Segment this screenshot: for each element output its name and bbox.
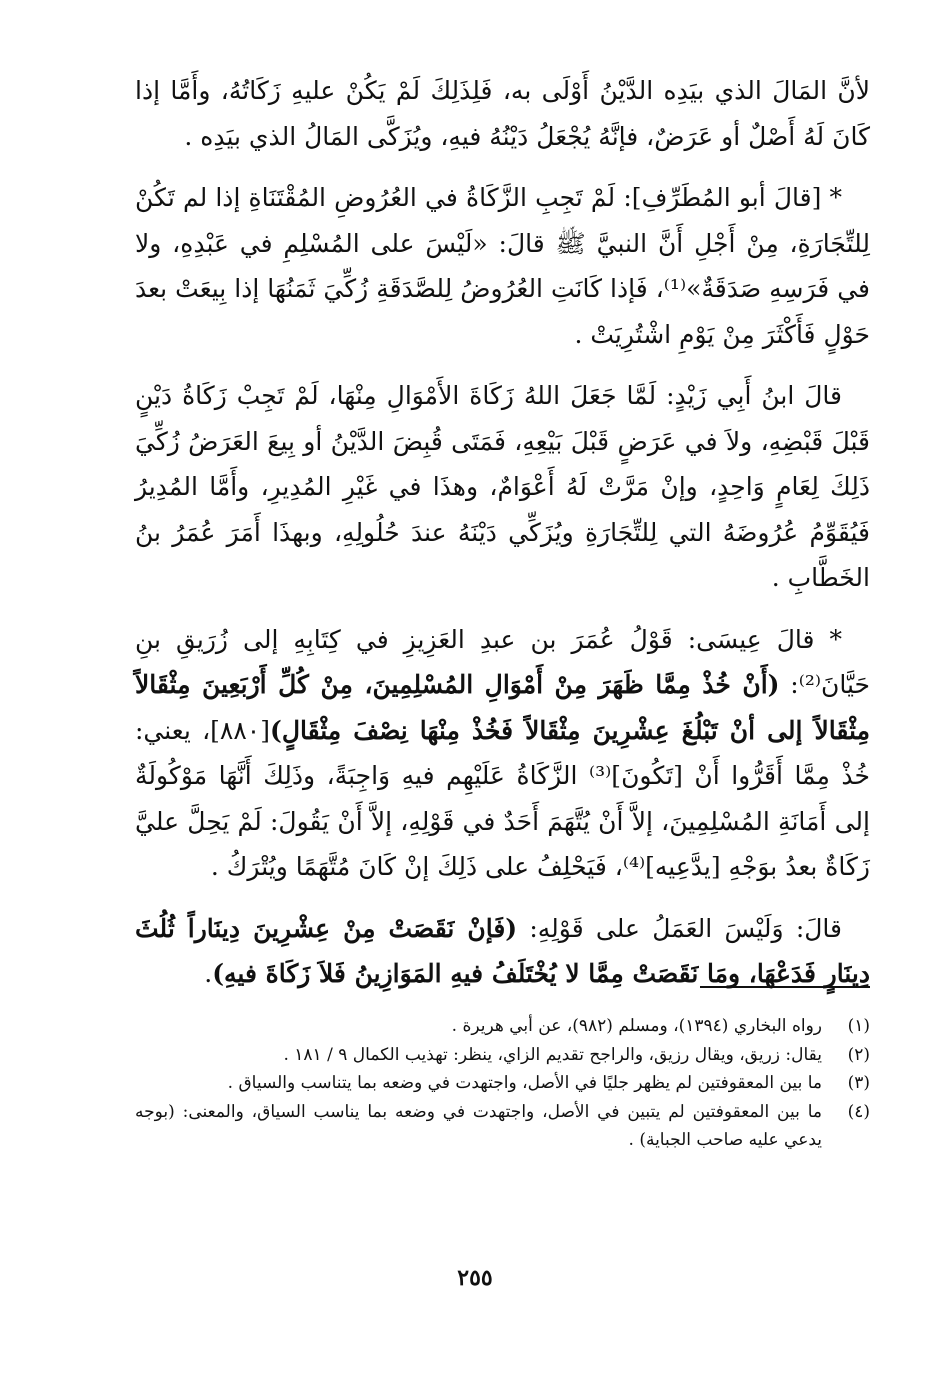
page-number: ٢٥٥ [457, 1265, 493, 1291]
quoted-text-bold: (أَنْ خُذْ مِمَّا ظَهَرَ مِنْ أَمْوَالِ المُسْلِمِينَ، مِنْ كُلِّ أَرْبَعِينَ مِثْقَالاً مِثْقَالاً إلى أنْ تَبْلُغَ عِشْرِينَ مِثْقَالاً فَخُذْ مِنْهَا نِصْفَ مِثْقَالٍ) [135, 670, 870, 745]
footnotes [135, 1012, 870, 1155]
footnote [135, 1041, 870, 1070]
paragraph-segment: * [قالَ أبو المُطَرِّفِ]: لَمْ تَجِبِ الزَّكَاةُ في العُرُوضِ المُقْتَنَاةِ إذا لم تَكُنْ لِلتِّجَارَةِ، مِنْ أَجْلِ أَنَّ النبيَّ ﷺ قالَ: «لَيْسَ على المُسْلِمِ في عَبْدِهِ، ولا في فَرَسِهِ صَدَقَةٌ»⁽¹⁾، فَإذا كَانَتِ العُرُوضُ لِلصَّدَقَةِ زُكِّيَ ثَمَنُهَا إذا بِيعَتْ بعدَ حَوْلٍ فَأَكْثَرَ مِنْ يَوْمِ اشْتُرِيَتْ . [135, 183, 870, 349]
paragraph-1 [135, 68, 870, 159]
paragraph-2 [135, 175, 870, 357]
paragraph-segment: قالَ ابنُ أَبِي زَيْدٍ: لَمَّا جَعَلَ اللهُ زَكَاةَ الأَمْوَالِ مِنْهَا، لَمْ تَجِبْ زَكَاةُ دَيْنٍ قَبْلَ قَبْضِهِ، ولاَ في عَرَضٍ قَبْلَ بَيْعِهِ، فَمَتَى قُبِضَ الدَّيْنُ أو بِيعَ العَرَضُ زُكِّيَ ذَلِكَ لِعَامٍ وَاحِدٍ، وإنْ مَرَّتْ لَهُ أَعْوَامٌ، وهذَا في غَيْرِ المُدِيرِ، وأَمَّا المُدِيرُ فَيُقَوِّمُ عُرُوضَهُ التي لِلتِّجَارَةِ ويُزَكِّي دَيْنَهُ عندَ حُلُولِهِ، وبهذَا أَمَرَ عُمَرُ بنُ الخَطَّابِ . [135, 381, 870, 592]
footnote-text: ما بين المعقوفتين لم يتبين في الأصل، واجتهدت في وضعه بما يناسب السياق، والمعنى: (بوجه يدعي عليه صاحب الجباية) . [135, 1101, 822, 1150]
quoted-text-bold: (فَإنْ نَقَصَتْ مِنْ عِشْرِينَ دِينَاراً ثُلُثَ دِينَارٍ فَدَعْهَا، ومَا نَقَصَتْ مِمَّا لا يُخْتَلَفُ فيهِ المَوَازِينُ فَلاَ زَكَاةَ فيهِ) [135, 913, 870, 988]
footnote-number: (٤) [847, 1101, 870, 1122]
footnote-text: ما بين المعقوفتين لم يظهر جليًا في الأصل، واجتهدت في وضعه بما يتناسب والسياق . [227, 1073, 822, 1093]
footnote [135, 1069, 870, 1098]
paragraph-3 [135, 373, 870, 601]
paragraph-segment: [٨٨٠]، يعني: خُذْ مِمَّا أَقَرُّوا أَنْ [تَكُونَ]⁽³⁾ الزَّكَاةُ عَلَيْهِم فيهِ وَاجِبَةً، وذَلِكَ أَنَّهَا مَوْكُولَةٌ إلى أَمَانَةِ المُسْلِمِينَ، إلاَّ أَنْ يُتَّهَمَ أَحَدٌ في قَوْلِهِ، إلاَّ أَنْ يَقُولَ: لَمْ يَحِلَّ عليَّ زَكَاةٌ بعدُ بوَجْهِ [يدَّعِيه]⁽⁴⁾، فَيَحْلِفُ على ذَلِكَ إنْ كَانَ مُتَّهَمًا ويُتْرَكُ . [135, 715, 870, 881]
footnote-number: (٣) [847, 1073, 870, 1093]
paragraph-4 [135, 617, 870, 890]
paragraph-segment: لأنَّ المَالَ الذي بيَدِه الدَّيْنُ أَوْلَى به، فَلِذَلِكَ لَمْ يَكُنْ عليهِ زَكَاتُهُ، وأَمَّا إذا كَانَ لَهُ أَصْلٌ أو عَرَضٌ، فإنَّهُ يُجْعَلُ دَيْنُهُ فيهِ، ويُزَكَّى المَالُ الذي بيَدِه . [135, 76, 870, 151]
main-text [135, 68, 870, 1013]
footnote-text: رواه البخاري (١٣٩٤)، ومسلم (٩٨٢)، عن أبي هريرة . [451, 1016, 822, 1036]
footnote-number: (١) [847, 1016, 870, 1036]
footnote-separator [700, 986, 870, 988]
footnote [135, 1098, 870, 1155]
paragraph-segment: قالَ: وَلَيْسَ العَمَلُ على قَوْلِهِ: [517, 913, 842, 943]
paragraph-5 [135, 906, 870, 997]
paragraph-segment: . [204, 959, 213, 988]
paragraph-segment: * قالَ عِيسَى: قَوْلُ عُمَرَ بن عبدِ العَزِيزِ في كِتَابِهِ إلى زُرَيقِ بنِ حَيَّانَ⁽²⁾: [135, 624, 870, 699]
footnote-number: (٢) [847, 1044, 870, 1065]
footnote-text: يقال: زريق، ويقال رزيق، والراجح تقديم الزاي، ينظر: تهذيب الكمال ٩ / ١٨١ . [283, 1044, 822, 1065]
footnote [135, 1012, 870, 1041]
